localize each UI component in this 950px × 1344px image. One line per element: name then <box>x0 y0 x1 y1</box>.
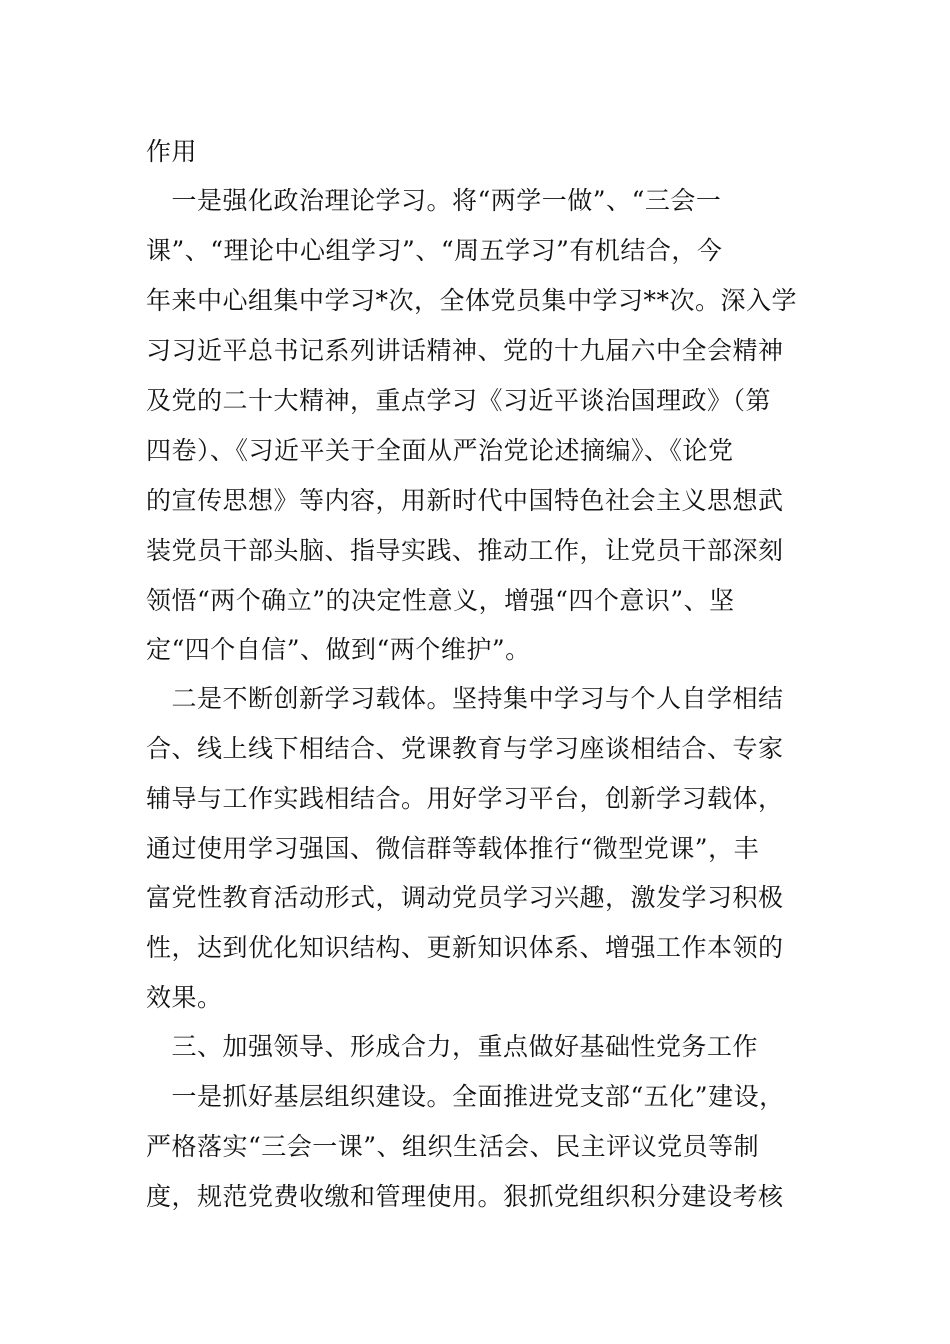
text-line: 严格落实“三会一课”、组织生活会、民主评议党员等制 <box>146 1132 760 1161</box>
text-line: 富党性教育活动形式，调动党员学习兴趣，激发学习积极 <box>146 883 784 912</box>
text-line: 效果。 <box>146 983 223 1012</box>
text-line: 课”、“理论中心组学习”、“周五学习”有机结合，今 <box>146 236 723 265</box>
text-line: 作用 <box>146 137 198 166</box>
text-line: 通过使用学习强国、微信群等载体推行“微型党课”，丰 <box>146 834 760 863</box>
section-heading: 三、加强领导、形成合力，重点做好基础性党务工作 <box>146 1032 759 1061</box>
text-line: 度，规范党费收缴和管理使用。狠抓党组织积分建设考核 <box>146 1182 784 1211</box>
text-line: 一是抓好基层组织建设。全面推进党支部“五化”建设， <box>146 1082 785 1111</box>
text-line: 领悟“两个确立”的决定性意义，增强“四个意识”、坚 <box>146 586 735 615</box>
text-line: 的宣传思想》等内容，用新时代中国特色社会主义思想武 <box>146 486 784 515</box>
text-line: 辅导与工作实践相结合。用好学习平台，创新学习载体， <box>146 784 784 813</box>
text-line: 一是强化政治理论学习。将“两学一做”、“三会一 <box>146 186 722 215</box>
text-line: 年来中心组集中学习*次，全体党员集中学习**次。深入学 <box>146 286 798 315</box>
text-line: 习习近平总书记系列讲话精神、党的十九届六中全会精神 <box>146 336 784 365</box>
text-line: 性，达到优化知识结构、更新知识体系、增强工作本领的 <box>146 933 784 962</box>
text-line: 装党员干部头脑、指导实践、推动工作，让党员干部深刻 <box>146 536 784 565</box>
text-line: 合、线上线下相结合、党课教育与学习座谈相结合、专家 <box>146 734 784 763</box>
text-line: 定“四个自信”、做到“两个维护”。 <box>146 635 531 664</box>
text-line: 四卷）、《习近平关于全面从严治党论述摘编》、《论党 <box>146 436 734 465</box>
text-line: 及党的二十大精神，重点学习《习近平谈治国理政》（第 <box>146 386 772 415</box>
text-line: 二是不断创新学习载体。坚持集中学习与个人自学相结 <box>146 684 784 713</box>
